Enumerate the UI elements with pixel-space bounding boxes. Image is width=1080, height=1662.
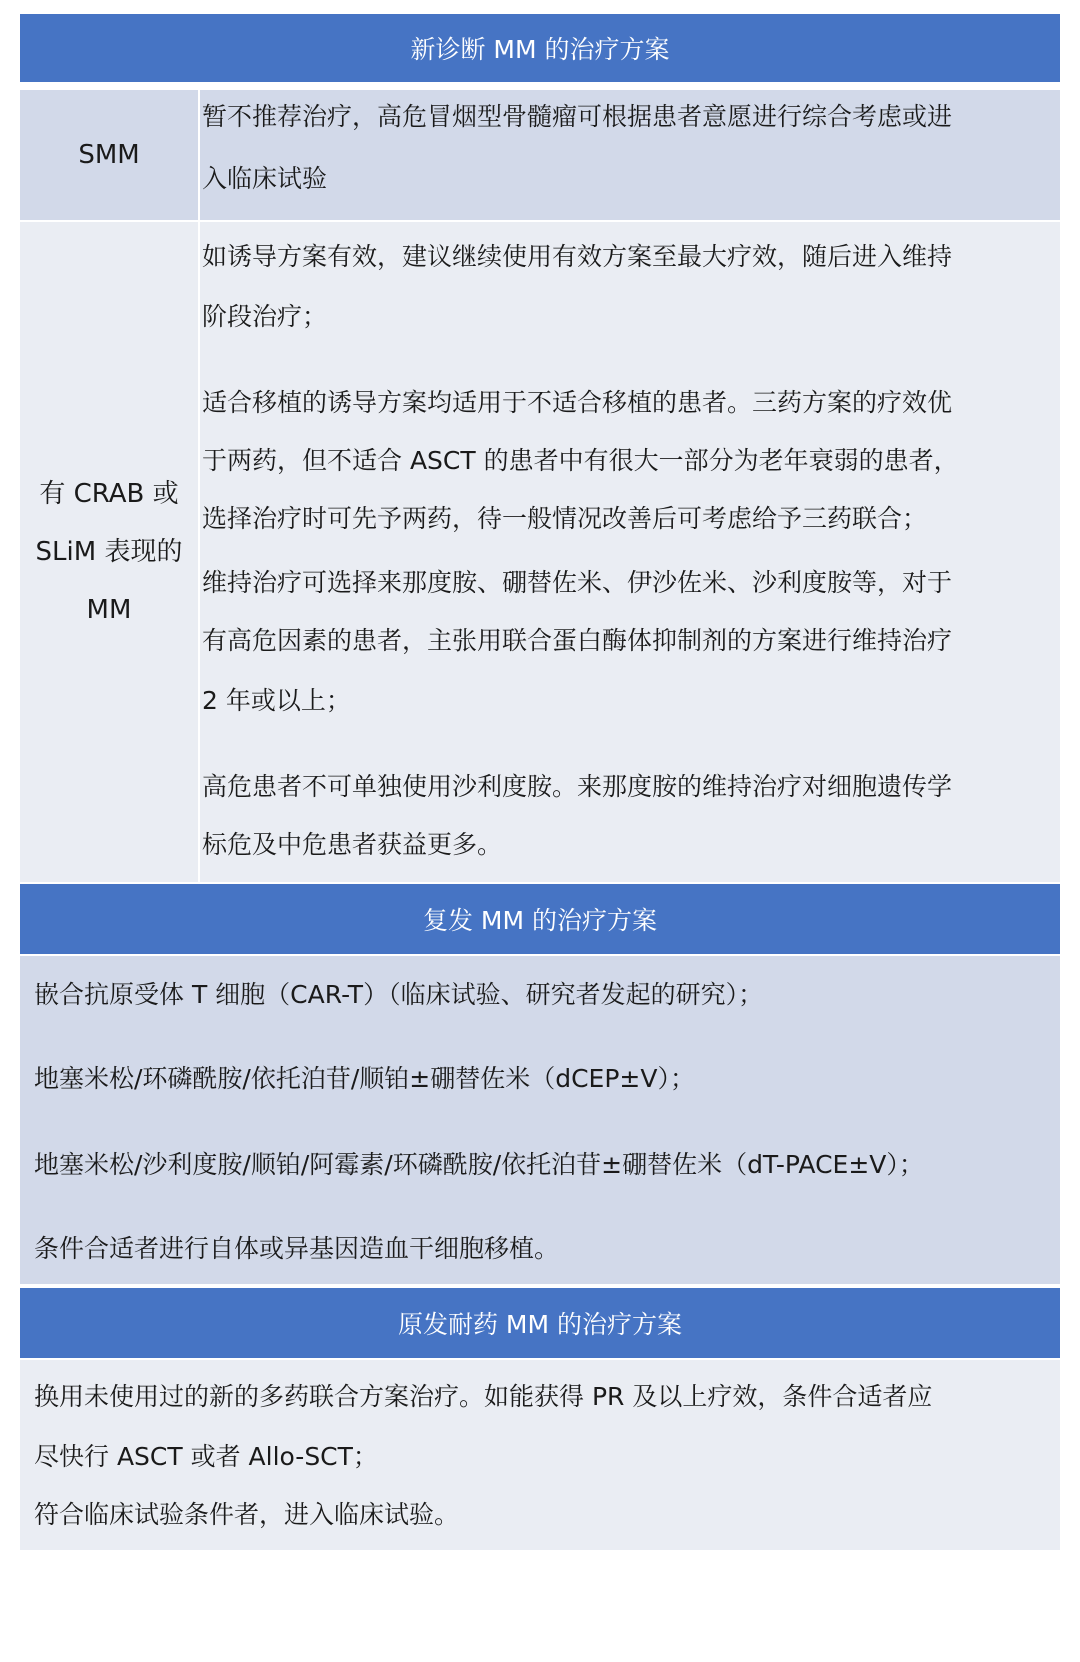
text-line: 符合临床试验条件者，进入临床试验。 — [34, 1500, 460, 1529]
row-content-smm — [200, 90, 1060, 220]
section-header-relapse — [20, 884, 1060, 954]
text-line: 入临床试验 — [202, 164, 328, 193]
text-line: 选择治疗时可先予两药，待一般情况改善后可考虑给予三药联合； — [202, 504, 928, 533]
text-line: 维持治疗可选择来那度胺、硼替佐米、伊沙佐米、沙利度胺等，对于 — [202, 568, 953, 597]
section-header-refractory — [20, 1288, 1060, 1358]
text-line: 于两药，但不适合 ASCT 的患者中有很大一部分为老年衰弱的患者， — [202, 446, 959, 475]
text-line: 如诱导方案有效，建议继续使用有效方案至最大疗效，随后进入维持 — [202, 242, 953, 271]
row-label-crab — [20, 222, 198, 882]
text-line: 标危及中危患者获益更多。 — [202, 830, 503, 859]
row-content-crab — [200, 222, 1060, 882]
text-line: 高危患者不可单独使用沙利度胺。来那度胺的维持治疗对细胞遗传学 — [202, 772, 953, 801]
row-divider — [20, 220, 1060, 222]
row-label-line: 有 CRAB 或 — [39, 479, 179, 509]
text-line: 嵌合抗原受体 T 细胞（CAR-T）（临床试验、研究者发起的研究）； — [34, 980, 764, 1009]
row-label-line: MM — [86, 595, 132, 625]
text-line: 有高危因素的患者，主张用联合蛋白酶体抑制剂的方案进行维持治疗 — [202, 626, 953, 655]
relapse-content — [20, 956, 1060, 1284]
section-title: 原发耐药 MM 的治疗方案 — [397, 1310, 683, 1339]
row-label-line: SLiM 表现的 — [35, 537, 183, 567]
text-line: 换用未使用过的新的多药联合方案治疗。如能获得 PR 及以上疗效，条件合适者应 — [34, 1382, 933, 1411]
row-label-text: SMM — [78, 140, 140, 170]
section-header-new-diagnosis — [20, 14, 1060, 82]
text-line: 2 年或以上； — [202, 686, 351, 715]
text-line: 地塞米松/沙利度胺/顺铂/阿霉素/环磷酰胺/依托泊苷±硼替佐米（dT-PACE±V）； — [34, 1150, 924, 1179]
column-divider — [198, 90, 200, 882]
text-line: 条件合适者进行自体或异基因造血干细胞移植。 — [34, 1234, 560, 1263]
text-line: 地塞米松/环磷酰胺/依托泊苷/顺铂±硼替佐米（dCEP±V）； — [34, 1064, 695, 1093]
text-line: 暂不推荐治疗，高危冒烟型骨髓瘤可根据患者意愿进行综合考虑或进 — [202, 102, 953, 131]
text-line: 尽快行 ASCT 或者 Allo-SCT； — [34, 1442, 378, 1471]
section-title: 新诊断 MM 的治疗方案 — [410, 35, 670, 64]
text-line: 阶段治疗； — [202, 302, 328, 331]
text-line: 适合移植的诱导方案均适用于不适合移植的患者。三药方案的疗效优 — [202, 388, 953, 417]
refractory-content — [20, 1360, 1060, 1550]
section-title: 复发 MM 的治疗方案 — [422, 906, 658, 935]
row-label-smm — [20, 90, 198, 220]
